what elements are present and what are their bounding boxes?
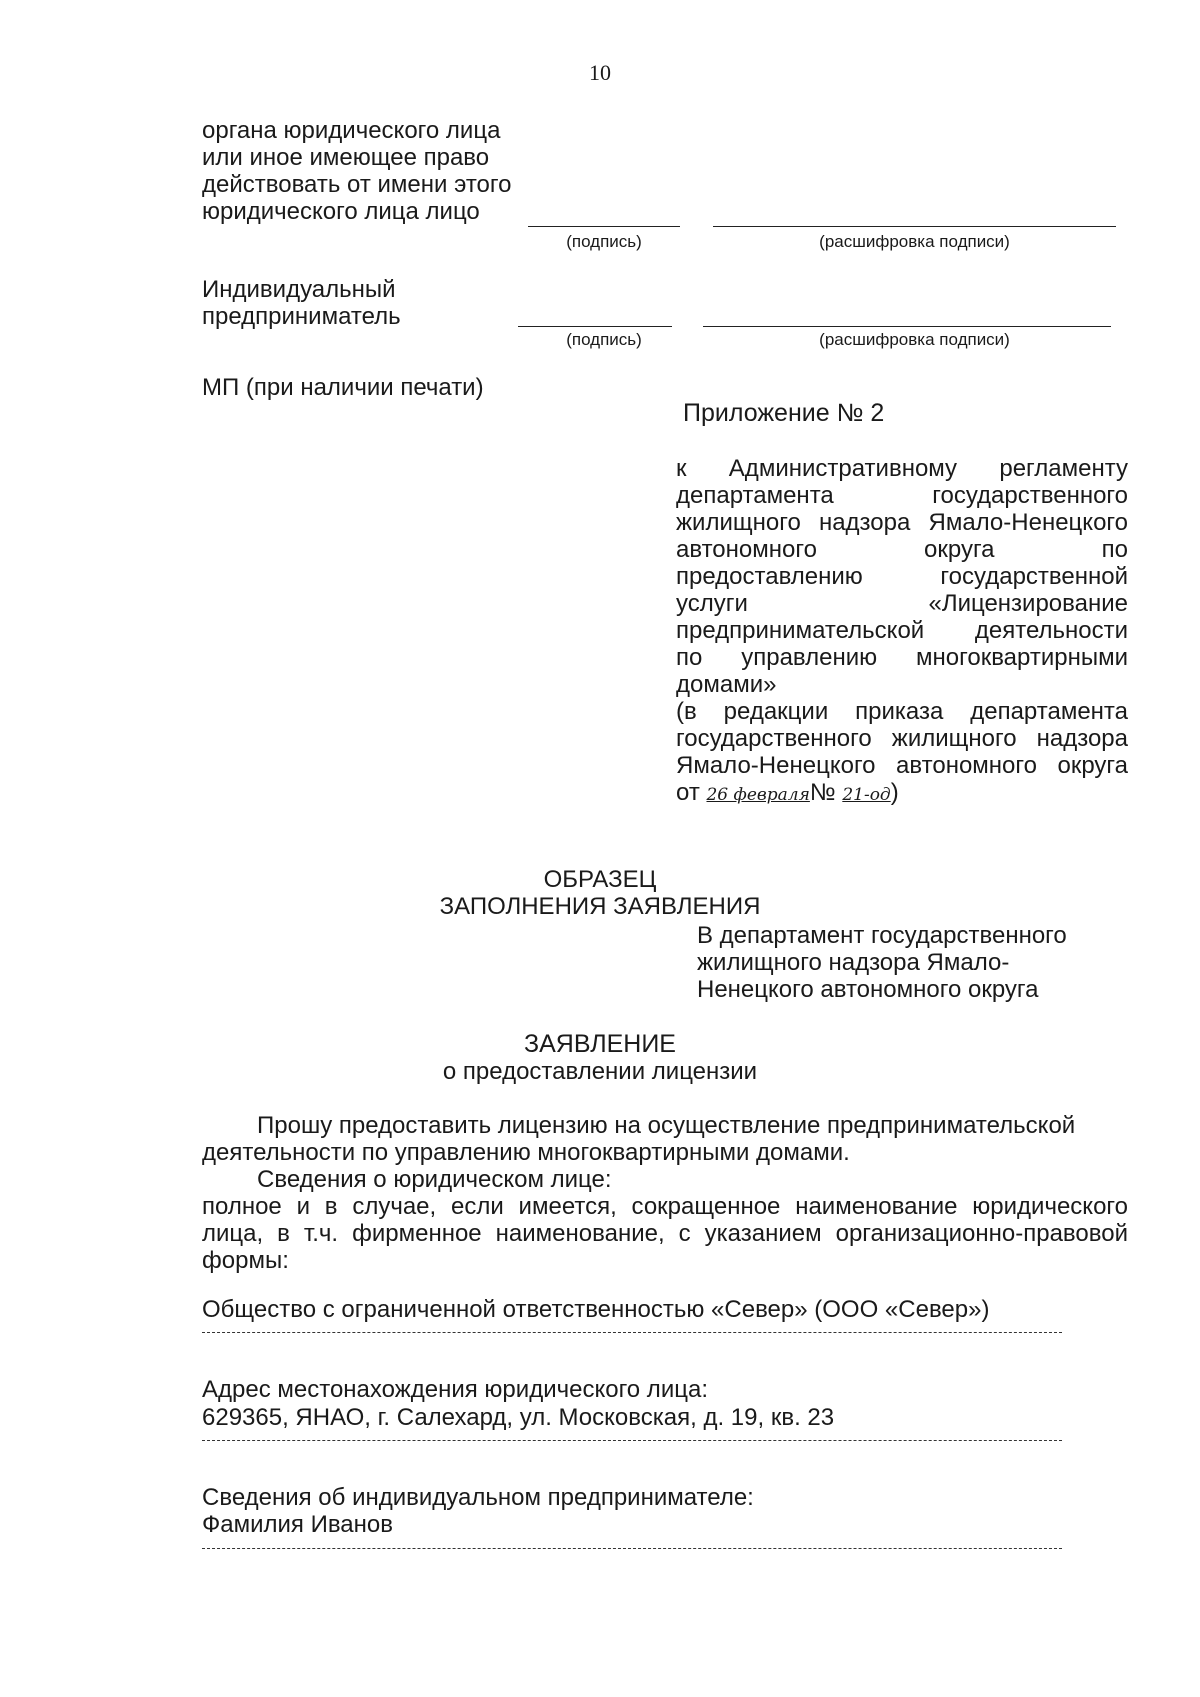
legal-signatory-line-1: органа юридического лица — [202, 117, 501, 144]
appendix-title: Приложение № 2 — [683, 399, 885, 427]
appendix-text: жилищного надзора Ямало-Ненецкого — [676, 509, 1128, 536]
appendix-text: Ямало-Ненецкого автономного округа — [676, 752, 1128, 779]
appendix-closing-paren: ) — [890, 779, 899, 806]
signature-line — [518, 326, 672, 327]
appendix-text: (в редакции приказа департамента — [676, 698, 1128, 725]
appendix-reference — [676, 455, 1128, 809]
body-paragraph-1-line-2: деятельности по управлению многоквартирными домами. — [202, 1139, 850, 1166]
appendix-text: автономного округа по — [676, 536, 1128, 563]
legal-entity-description-line-1: полное и в случае, если имеется, сокращенное наименование юридического — [202, 1193, 1128, 1220]
fill-in-line — [202, 1548, 1062, 1549]
appendix-text: государственного жилищного надзора — [676, 725, 1128, 752]
entrepreneur-label-line-2: предприниматель — [202, 303, 401, 330]
appendix-text: к Административному регламенту — [676, 455, 1128, 482]
signature-decoding-line — [713, 226, 1116, 227]
surname-field: Фамилия Иванов — [202, 1511, 394, 1538]
addressee-line-3: Ненецкого автономного округа — [697, 976, 1039, 1003]
handwritten-date: 26 февраля — [706, 785, 810, 805]
signature-decoding-caption: (расшифровка подписи) — [819, 330, 1010, 349]
handwritten-number: 21-од — [842, 785, 891, 805]
addressee-line-2: жилищного надзора Ямало- — [697, 949, 1010, 976]
application-title: ЗАЯВЛЕНИЕ — [523, 1030, 676, 1058]
application-subtitle: о предоставлении лицензии — [442, 1058, 758, 1085]
legal-signatory-line-3: действовать от имени этого — [202, 171, 512, 198]
fill-in-line — [202, 1332, 1062, 1333]
appendix-text: домами» — [676, 671, 777, 698]
stamp-note: МП (при наличии печати) — [202, 374, 484, 401]
signature-caption: (подпись) — [566, 232, 642, 251]
appendix-text: департамента государственного — [676, 482, 1128, 509]
legal-signatory-line-2: или иное имеющее право — [202, 144, 490, 171]
legal-entity-description-line-3: формы: — [202, 1247, 289, 1274]
appendix-edition-date — [676, 779, 1128, 809]
entrepreneur-label-line-1: Индивидуальный — [202, 276, 396, 303]
appendix-number-label: № — [809, 779, 836, 806]
legal-entity-section-label: Сведения о юридическом лице: — [257, 1166, 612, 1193]
address-value: 629365, ЯНАО, г. Салехард, ул. Московская, д. 19, кв. 23 — [202, 1404, 835, 1431]
entrepreneur-section-label: Сведения об индивидуальном предпринимателе: — [202, 1484, 754, 1511]
appendix-date-prefix: от — [676, 779, 707, 806]
company-name-value: Общество с ограниченной ответственностью «Север» (ООО «Север») — [202, 1296, 990, 1323]
appendix-text: по управлению многоквартирными — [676, 644, 1128, 671]
legal-signatory-line-4: юридического лица лицо — [202, 198, 480, 225]
address-label: Адрес местонахождения юридического лица: — [202, 1376, 708, 1403]
appendix-text: услуги «Лицензирование — [676, 590, 1128, 617]
body-paragraph-1-line-1: Прошу предоставить лицензию на осуществление предпринимательской — [257, 1112, 1076, 1139]
sample-heading-line-1: ОБРАЗЕЦ — [543, 866, 657, 893]
sample-heading-line-2: ЗАПОЛНЕНИЯ ЗАЯВЛЕНИЯ — [439, 893, 761, 920]
legal-entity-description-line-2: лица, в т.ч. фирменное наименование, с указанием организационно-правовой — [202, 1220, 1128, 1247]
appendix-text: предпринимательской деятельности — [676, 617, 1128, 644]
appendix-text: предоставлению государственной — [676, 563, 1128, 590]
page-number: 10 — [589, 60, 611, 85]
fill-in-line — [202, 1440, 1062, 1441]
signature-decoding-caption: (расшифровка подписи) — [819, 232, 1010, 251]
signature-line — [528, 226, 680, 227]
addressee-line-1: В департамент государственного — [697, 922, 1067, 949]
signature-caption: (подпись) — [566, 330, 642, 349]
signature-decoding-line — [703, 326, 1111, 327]
